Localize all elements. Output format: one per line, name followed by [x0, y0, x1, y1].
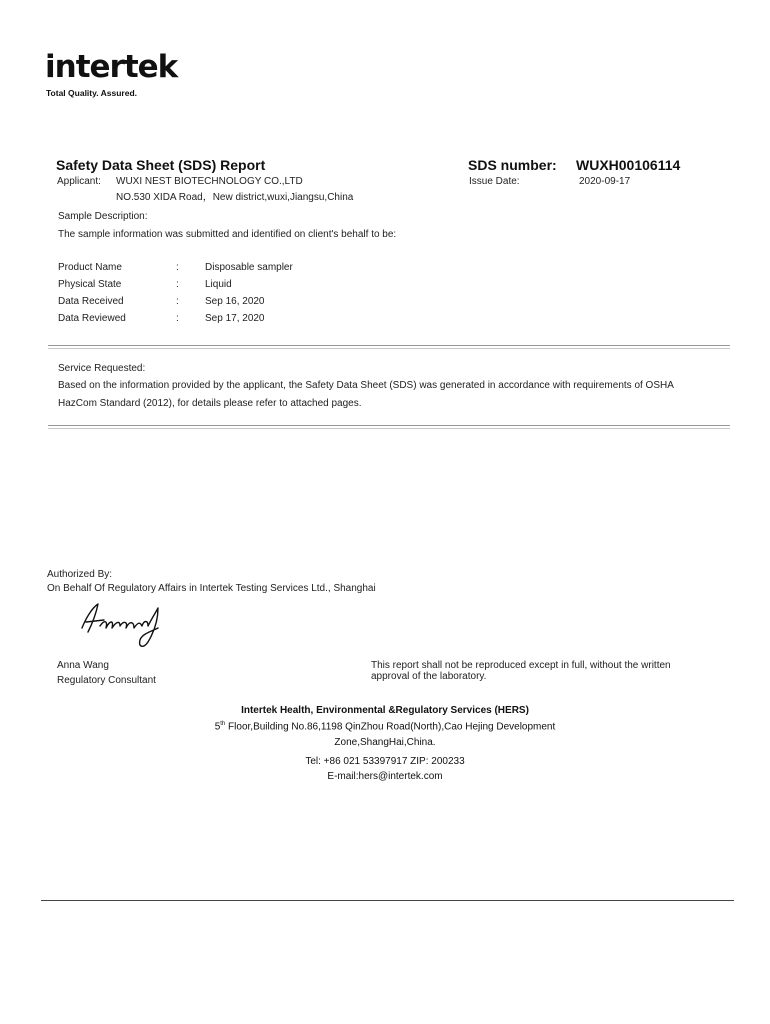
row-sep: : — [176, 313, 179, 324]
row-sep: : — [176, 296, 179, 307]
row-value-physical-state: Liquid — [205, 279, 232, 290]
footer-address-line2: Zone,ShangHai,China. — [334, 737, 436, 748]
applicant-label: Applicant: — [57, 176, 101, 187]
applicant-name: WUXI NEST BIOTECHNOLOGY CO.,LTD — [116, 176, 303, 187]
row-value-product-name: Disposable sampler — [205, 262, 293, 273]
footer-email: E-mail:hers@intertek.com — [327, 771, 443, 782]
row-value-data-reviewed: Sep 17, 2020 — [205, 313, 265, 324]
footer-organization: Intertek Health, Environmental &Regulatory Services (HERS) — [241, 705, 529, 716]
divider-top — [48, 345, 730, 349]
issue-date-label: Issue Date: — [469, 176, 520, 187]
report-title: Safety Data Sheet (SDS) Report — [56, 157, 266, 173]
bottom-divider — [41, 900, 734, 901]
service-heading: Service Requested: — [58, 363, 146, 374]
sample-heading: Sample Description: — [58, 211, 148, 222]
authorized-by-label: Authorized By: — [47, 569, 113, 580]
footer-floor-number: 5 — [214, 721, 221, 733]
footer-floor-suffix: th — [220, 721, 226, 727]
row-sep: : — [176, 262, 179, 273]
reproduction-notice-line1: This report shall not be reproduced except in full, without the written — [371, 660, 671, 671]
footer-address-rest: Floor,Building No.86,1198 QinZhou Road(North),Cao Hejing Development — [225, 721, 556, 733]
row-label-data-reviewed: Data Reviewed — [58, 313, 126, 324]
service-text-line2: HazCom Standard (2012), for details please refer to attached pages. — [58, 398, 362, 409]
reproduction-notice-line2: approval of the laboratory. — [371, 671, 487, 682]
footer-tel: Tel: +86 021 53397917 ZIP: 200233 — [305, 756, 465, 767]
signature-image — [78, 598, 168, 653]
intertek-logo: intertek — [45, 49, 178, 85]
logo-tagline: Total Quality. Assured. — [46, 88, 137, 98]
divider-bottom — [48, 425, 730, 429]
service-text-line1: Based on the information provided by the applicant, the Safety Data Sheet (SDS) was generated in accordance with requirements of OSHA — [58, 380, 674, 391]
row-sep: : — [176, 279, 179, 290]
footer-address-line1 — [0, 721, 770, 732]
sample-intro: The sample information was submitted and identified on client's behalf to be: — [58, 229, 397, 240]
row-value-data-received: Sep 16, 2020 — [205, 296, 265, 307]
row-label-data-received: Data Received — [58, 296, 124, 307]
row-label-product-name: Product Name — [58, 262, 122, 273]
issue-date-value: 2020-09-17 — [579, 176, 631, 187]
signatory-role: Regulatory Consultant — [57, 675, 156, 686]
sds-number-label: SDS number: — [468, 157, 557, 173]
row-label-physical-state: Physical State — [58, 279, 122, 290]
applicant-address: NO.530 XIDA Road，New district,wuxi,Jiangsu,China — [116, 192, 354, 203]
on-behalf-text: On Behalf Of Regulatory Affairs in Intertek Testing Services Ltd., Shanghai — [47, 583, 376, 594]
signatory-name: Anna Wang — [57, 660, 109, 671]
sds-number-value: WUXH00106114 — [576, 157, 681, 173]
